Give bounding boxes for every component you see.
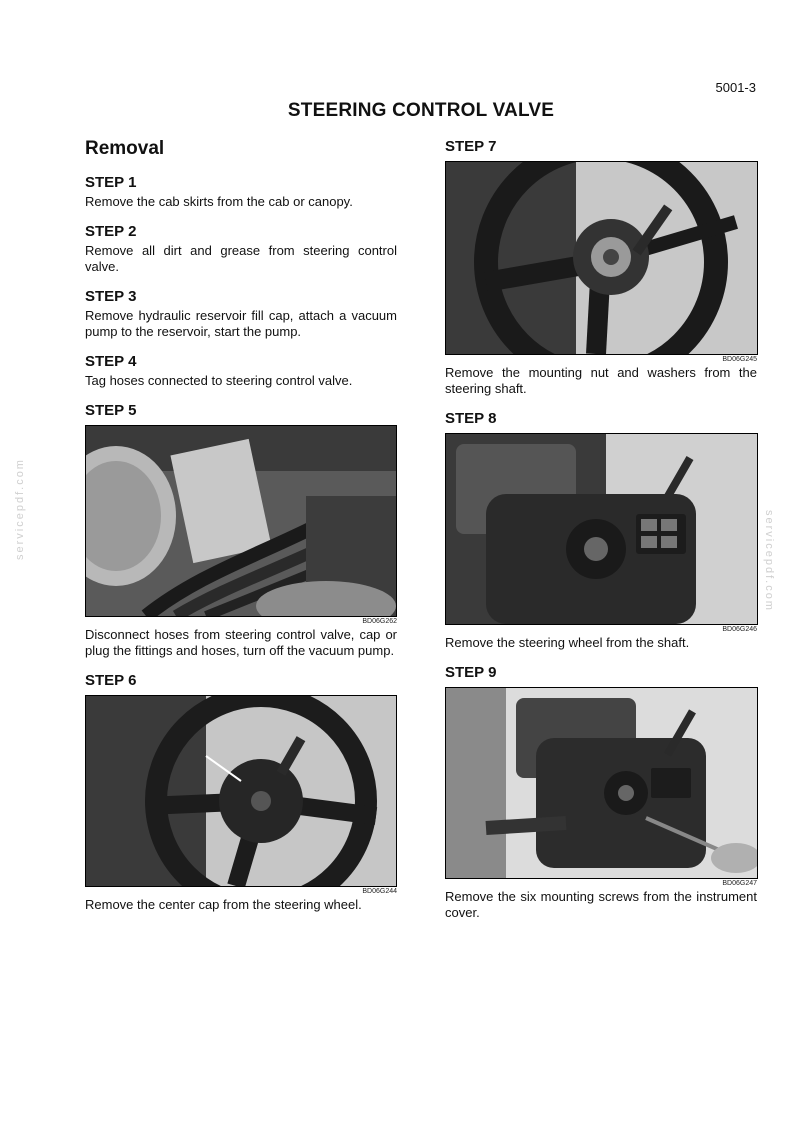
step-heading: STEP 8 bbox=[445, 410, 497, 427]
step-text: Remove all dirt and grease from steering control valve. bbox=[85, 243, 397, 274]
right-column bbox=[445, 138, 757, 934]
figure-code: BD06G247 bbox=[722, 880, 757, 887]
step-heading: STEP 2 bbox=[85, 223, 137, 240]
step-4 bbox=[85, 353, 397, 389]
step-6 bbox=[85, 672, 397, 913]
step-heading: STEP 3 bbox=[85, 288, 137, 305]
step-9 bbox=[445, 664, 757, 921]
step-heading: STEP 9 bbox=[445, 664, 497, 681]
figure-code: BD06G244 bbox=[362, 888, 397, 895]
removal-heading: Removal bbox=[85, 138, 165, 159]
step-text: Remove hydraulic reservoir fill cap, attach a vacuum pump to the reservoir, start the pump. bbox=[85, 308, 397, 339]
step-text: Disconnect hoses from steering control valve, cap or plug the fittings and hoses, turn off the vacuum pump. bbox=[85, 627, 397, 658]
step-heading: STEP 6 bbox=[85, 672, 137, 689]
step-5 bbox=[85, 402, 397, 659]
hoses-photo bbox=[85, 425, 397, 617]
figure-code: BD06G246 bbox=[722, 626, 757, 633]
step-text: Remove the six mounting screws from the instrument cover. bbox=[445, 889, 757, 920]
figure-code: BD06G262 bbox=[362, 618, 397, 625]
step-1 bbox=[85, 174, 397, 210]
step-text: Tag hoses connected to steering control valve. bbox=[85, 373, 353, 388]
step-8 bbox=[445, 410, 757, 651]
steering-shaft-nut-photo bbox=[445, 161, 758, 355]
step-heading: STEP 7 bbox=[445, 138, 497, 155]
step-text: Remove the cab skirts from the cab or canopy. bbox=[85, 194, 353, 209]
watermark-left: servicepdf.com bbox=[14, 458, 26, 560]
steering-wheel-center-cap-photo bbox=[85, 695, 397, 887]
instrument-cover-screws-photo bbox=[445, 687, 758, 879]
steering-wheel-removed-photo bbox=[445, 433, 758, 625]
step-text: Remove the center cap from the steering wheel. bbox=[85, 897, 362, 912]
left-column bbox=[85, 138, 397, 926]
step-3 bbox=[85, 288, 397, 340]
page-title: STEERING CONTROL VALVE bbox=[287, 100, 555, 121]
step-text: Remove the steering wheel from the shaft. bbox=[445, 635, 690, 650]
step-heading: STEP 5 bbox=[85, 402, 137, 419]
step-heading: STEP 4 bbox=[85, 353, 137, 370]
step-7 bbox=[445, 138, 757, 397]
figure-code: BD06G245 bbox=[722, 356, 757, 363]
step-2 bbox=[85, 223, 397, 275]
step-text: Remove the mounting nut and washers from the steering shaft. bbox=[445, 365, 757, 396]
page-number: 5001-3 bbox=[715, 80, 756, 95]
watermark-right: servicepdf.com bbox=[763, 510, 775, 612]
step-heading: STEP 1 bbox=[85, 174, 137, 191]
